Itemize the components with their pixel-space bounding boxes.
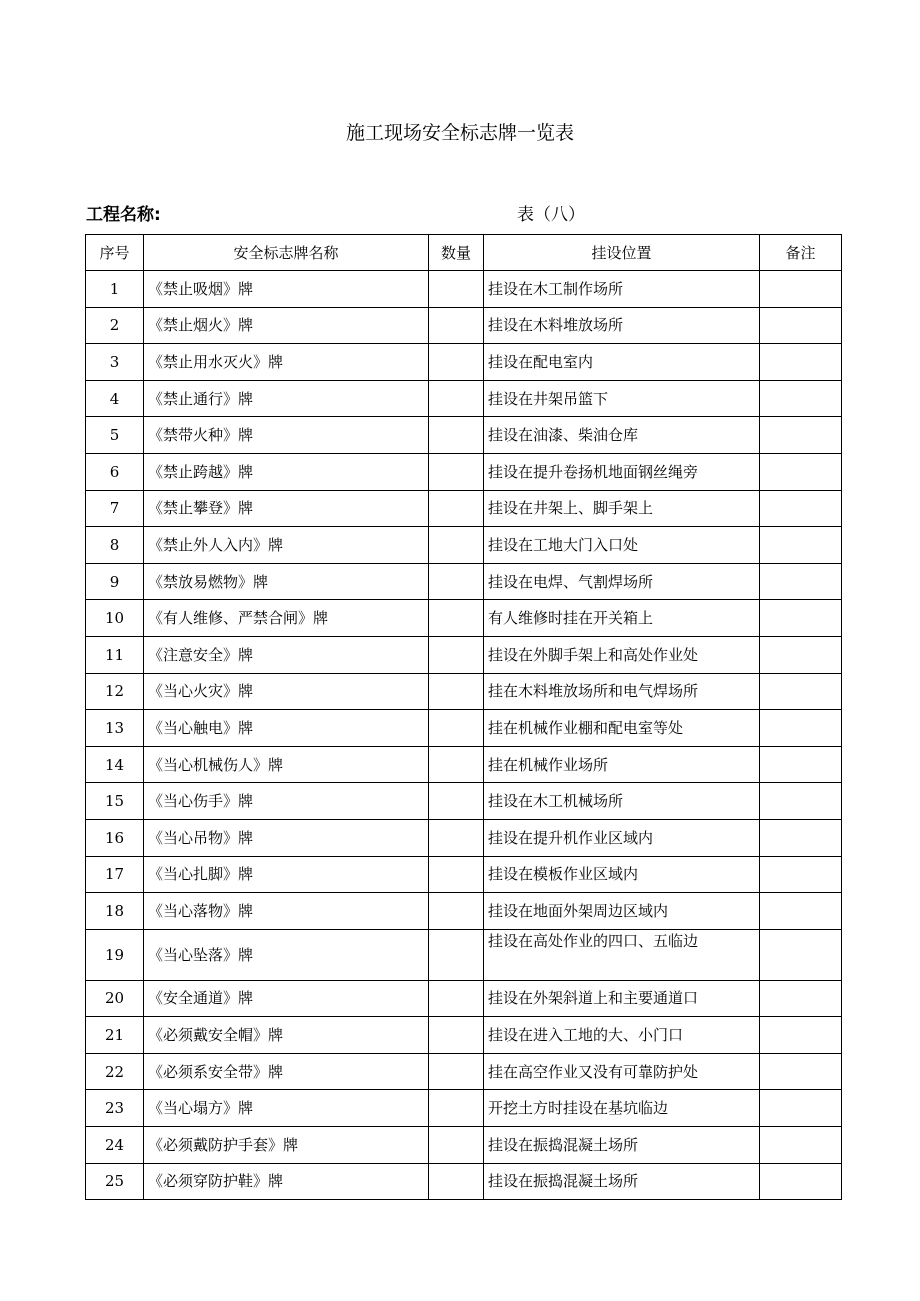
cell-remark	[760, 929, 842, 980]
cell-location: 挂设在外架斜道上和主要通道口	[484, 980, 760, 1017]
header-no: 序号	[86, 235, 144, 271]
cell-quantity	[429, 453, 484, 490]
table-row	[86, 417, 842, 454]
cell-remark	[760, 563, 842, 600]
cell-sign-name: 《禁放易燃物》牌	[144, 563, 429, 600]
cell-remark	[760, 980, 842, 1017]
cell-quantity	[429, 417, 484, 454]
cell-location: 挂设在地面外架周边区域内	[484, 893, 760, 930]
cell-quantity	[429, 783, 484, 820]
cell-no: 2	[86, 307, 144, 344]
cell-location: 挂在机械作业棚和配电室等处	[484, 710, 760, 747]
cell-quantity	[429, 856, 484, 893]
cell-no: 18	[86, 893, 144, 930]
cell-quantity	[429, 527, 484, 564]
cell-no: 12	[86, 673, 144, 710]
table-row	[86, 1090, 842, 1127]
document-title: 施工现场安全标志牌一览表	[345, 122, 574, 144]
table-row	[86, 710, 842, 747]
table-row	[86, 783, 842, 820]
cell-quantity	[429, 600, 484, 637]
table-row	[86, 490, 842, 527]
cell-sign-name: 《注意安全》牌	[144, 636, 429, 673]
cell-no: 14	[86, 746, 144, 783]
cell-sign-name: 《当心塌方》牌	[144, 1090, 429, 1127]
cell-location: 挂设在木工制作场所	[484, 271, 760, 308]
cell-sign-name: 《当心扎脚》牌	[144, 856, 429, 893]
cell-location: 挂设在振捣混凝土场所	[484, 1127, 760, 1164]
table-row	[86, 344, 842, 381]
cell-remark	[760, 307, 842, 344]
cell-sign-name: 《当心落物》牌	[144, 893, 429, 930]
cell-no: 3	[86, 344, 144, 381]
cell-sign-name: 《当心伤手》牌	[144, 783, 429, 820]
cell-quantity	[429, 893, 484, 930]
table-row	[86, 600, 842, 637]
cell-remark	[760, 819, 842, 856]
cell-remark	[760, 453, 842, 490]
header-qty: 数量	[429, 235, 484, 271]
cell-sign-name: 《禁止用水灭火》牌	[144, 344, 429, 381]
project-name-label: 工程名称:	[86, 205, 161, 225]
cell-sign-name: 《禁止跨越》牌	[144, 453, 429, 490]
cell-location: 挂设在提升卷扬机地面钢丝绳旁	[484, 453, 760, 490]
cell-no: 22	[86, 1053, 144, 1090]
cell-remark	[760, 893, 842, 930]
cell-no: 17	[86, 856, 144, 893]
cell-remark	[760, 417, 842, 454]
cell-location: 挂设在油漆、柴油仓库	[484, 417, 760, 454]
table-row	[86, 893, 842, 930]
cell-remark	[760, 380, 842, 417]
cell-quantity	[429, 271, 484, 308]
cell-sign-name: 《当心触电》牌	[144, 710, 429, 747]
cell-sign-name: 《必须戴安全帽》牌	[144, 1017, 429, 1054]
cell-remark	[760, 673, 842, 710]
cell-no: 21	[86, 1017, 144, 1054]
table-row	[86, 1053, 842, 1090]
cell-no: 1	[86, 271, 144, 308]
cell-quantity	[429, 1053, 484, 1090]
cell-quantity	[429, 1163, 484, 1200]
cell-sign-name: 《禁止攀登》牌	[144, 490, 429, 527]
table-body	[86, 271, 842, 1200]
table-row	[86, 1127, 842, 1164]
cell-no: 13	[86, 710, 144, 747]
cell-no: 25	[86, 1163, 144, 1200]
cell-quantity	[429, 490, 484, 527]
cell-remark	[760, 856, 842, 893]
cell-quantity	[429, 1090, 484, 1127]
cell-quantity	[429, 980, 484, 1017]
cell-sign-name: 《安全通道》牌	[144, 980, 429, 1017]
table-row	[86, 307, 842, 344]
cell-location: 挂设在木料堆放场所	[484, 307, 760, 344]
cell-location: 挂设在井架吊篮下	[484, 380, 760, 417]
cell-no: 4	[86, 380, 144, 417]
cell-location: 挂设在模板作业区域内	[484, 856, 760, 893]
table-row	[86, 929, 842, 980]
cell-no: 6	[86, 453, 144, 490]
cell-quantity	[429, 1127, 484, 1164]
cell-location: 挂设在进入工地的大、小门口	[484, 1017, 760, 1054]
cell-quantity	[429, 929, 484, 980]
cell-remark	[760, 600, 842, 637]
cell-location: 有人维修时挂在开关箱上	[484, 600, 760, 637]
cell-sign-name: 《禁止吸烟》牌	[144, 271, 429, 308]
cell-quantity	[429, 710, 484, 747]
cell-no: 20	[86, 980, 144, 1017]
cell-quantity	[429, 563, 484, 600]
cell-sign-name: 《禁止烟火》牌	[144, 307, 429, 344]
cell-quantity	[429, 1017, 484, 1054]
cell-location: 挂设在配电室内	[484, 344, 760, 381]
table-row	[86, 746, 842, 783]
cell-sign-name: 《当心坠落》牌	[144, 929, 429, 980]
cell-remark	[760, 710, 842, 747]
table-row	[86, 380, 842, 417]
cell-no: 11	[86, 636, 144, 673]
cell-remark	[760, 636, 842, 673]
cell-location: 挂设在提升机作业区域内	[484, 819, 760, 856]
cell-location: 挂设在木工机械场所	[484, 783, 760, 820]
cell-location: 挂设在高处作业的四口、五临边	[484, 929, 760, 980]
cell-quantity	[429, 380, 484, 417]
table-row	[86, 1163, 842, 1200]
cell-location: 挂在木料堆放场所和电气焊场所	[484, 673, 760, 710]
table-row	[86, 673, 842, 710]
cell-quantity	[429, 819, 484, 856]
table-row	[86, 563, 842, 600]
table-row	[86, 527, 842, 564]
cell-no: 15	[86, 783, 144, 820]
cell-sign-name: 《当心机械伤人》牌	[144, 746, 429, 783]
cell-remark	[760, 527, 842, 564]
cell-quantity	[429, 344, 484, 381]
cell-location: 挂设在工地大门入口处	[484, 527, 760, 564]
cell-sign-name: 《禁止外人入内》牌	[144, 527, 429, 564]
cell-location: 挂设在电焊、气割焊场所	[484, 563, 760, 600]
cell-sign-name: 《有人维修、严禁合闸》牌	[144, 600, 429, 637]
cell-remark	[760, 1127, 842, 1164]
header-name: 安全标志牌名称	[144, 235, 429, 271]
cell-remark	[760, 1090, 842, 1127]
table-row	[86, 856, 842, 893]
cell-no: 7	[86, 490, 144, 527]
cell-no: 10	[86, 600, 144, 637]
cell-no: 5	[86, 417, 144, 454]
cell-sign-name: 《必须系安全带》牌	[144, 1053, 429, 1090]
cell-remark	[760, 746, 842, 783]
cell-sign-name: 《禁带火种》牌	[144, 417, 429, 454]
cell-location: 挂在高空作业又没有可靠防护处	[484, 1053, 760, 1090]
cell-remark	[760, 1017, 842, 1054]
cell-no: 8	[86, 527, 144, 564]
cell-sign-name: 《当心火灾》牌	[144, 673, 429, 710]
cell-quantity	[429, 636, 484, 673]
cell-sign-name: 《必须穿防护鞋》牌	[144, 1163, 429, 1200]
header-location: 挂设位置	[484, 235, 760, 271]
table-row	[86, 819, 842, 856]
cell-no: 16	[86, 819, 144, 856]
table-header-row	[86, 235, 842, 271]
table-row	[86, 980, 842, 1017]
cell-no: 23	[86, 1090, 144, 1127]
safety-sign-table	[85, 234, 842, 1200]
cell-sign-name: 《必须戴防护手套》牌	[144, 1127, 429, 1164]
cell-no: 19	[86, 929, 144, 980]
cell-location: 挂设在振捣混凝土场所	[484, 1163, 760, 1200]
cell-remark	[760, 271, 842, 308]
cell-location: 挂设在外脚手架上和高处作业处	[484, 636, 760, 673]
table-row	[86, 1017, 842, 1054]
cell-location: 挂在机械作业场所	[484, 746, 760, 783]
cell-no: 24	[86, 1127, 144, 1164]
cell-sign-name: 《禁止通行》牌	[144, 380, 429, 417]
cell-quantity	[429, 673, 484, 710]
cell-remark	[760, 1053, 842, 1090]
table-row	[86, 453, 842, 490]
cell-remark	[760, 344, 842, 381]
table-number: 表（八）	[517, 205, 585, 225]
table-row	[86, 636, 842, 673]
cell-location: 开挖土方时挂设在基坑临边	[484, 1090, 760, 1127]
cell-location: 挂设在井架上、脚手架上	[484, 490, 760, 527]
cell-quantity	[429, 746, 484, 783]
cell-remark	[760, 1163, 842, 1200]
cell-quantity	[429, 307, 484, 344]
cell-remark	[760, 783, 842, 820]
table-row	[86, 271, 842, 308]
cell-no: 9	[86, 563, 144, 600]
header-remark: 备注	[760, 235, 842, 271]
cell-sign-name: 《当心吊物》牌	[144, 819, 429, 856]
cell-remark	[760, 490, 842, 527]
